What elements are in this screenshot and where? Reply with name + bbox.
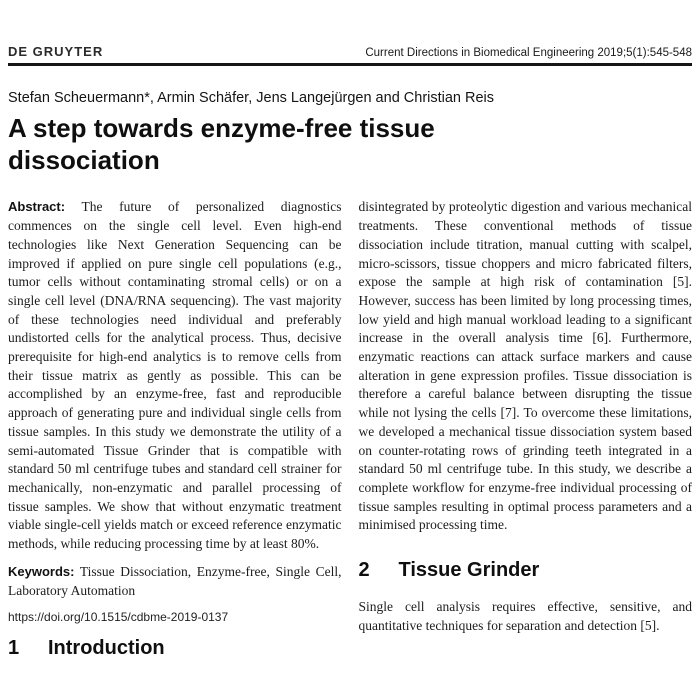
authors-line: Stefan Scheuermann*, Armin Schäfer, Jens Langejürgen and Christian Reis [8,90,495,106]
keywords-paragraph [8,563,342,600]
journal-header [8,44,692,66]
abstract-label: Abstract: [8,199,66,215]
paper-title: A step towards enzyme-free tissue dissociation [8,113,435,175]
doi-text: https://doi.org/10.1515/cdbme-2019-0137 [8,610,229,625]
tissue-grinder-paragraph: Single cell analysis requires effective, sensitive, and quantitative techniques for separation and detection [5]. [358,599,692,633]
section-2-title: Tissue Grinder [398,559,540,582]
right-column [359,198,693,660]
keywords-text: Tissue Dissociation, Enzyme-free, Single Cell, Laboratory Automation [8,563,342,598]
left-column [8,198,342,660]
section-2-number: 2 [358,559,370,582]
introduction-continued-paragraph: disintegrated by proteolytic digestion and various mechanical treatments. These conventional methods of tissue dissociation include titration, manual cutting with scalpel, micro-scissors, tissue choppers and micro fabricated filters, expose the sample at high risk of contamination [5]. However, success has been limited by long processing times, low yield and high manual workload leading to a significant increase in the overall analysis time [6]. Furthermore, enzymatic reactions can attack surface markers and cause alteration in gene expression profiles. Tissue dissociation is therefore a careful balance between disrupting the tissue while not lysing the cells [7]. To overcome these limitations, we developed a mechanical tissue dissociation system based on counter-rotating rows of grinding teeth integrated in a standard 50 ml centrifuge tube. In this study, we describe a complete workflow for enzyme-free individual processing of tissue samples resulting in optimal process parameters and a minimised processing time. [358,199,692,533]
section-1-title: Introduction [48,637,165,660]
journal-reference: Current Directions in Biomedical Engineering 2019;5(1):545-548 [365,47,692,59]
two-column-body [8,198,692,660]
publisher-logo: DE GRUYTER [8,44,104,59]
abstract-paragraph [8,198,342,553]
section-2-heading [359,559,693,582]
section-1-number: 1 [8,637,20,660]
section-1-heading [8,637,342,660]
keywords-label: Keywords: [8,563,75,579]
abstract-text: The future of personalized diagnostics commences on the single cell level. Even high-end technologies like Next Generation Sequencing can be improved if applied on pure single cell populations (e.g., tumor cells without contaminating stromal cells) or on a single cell level (DNA/RNA sequencing). The vast majority of these technologies need individual and preferably undistorted cells for the analytical process. Thus, decisive prerequisite for high-end analytics is to remove cells from their tissue matrix as gently as possible. This can be accomplished by an enzyme-free, fast and reproducible approach of generating pure and individual single cells from tissue samples. In this study we demonstrate the utility of a semi-automated Tissue Grinder that is compatible with standard 50 ml centrifuge tubes and standard cell strainer for mechanically, non-enzymatic and parallel processing of tissue samples. We show that without enzymatic treatment viable single-cell yields match or exceed reference enzymatic methods, while reducing processing time by at least 80%. [8,199,342,552]
